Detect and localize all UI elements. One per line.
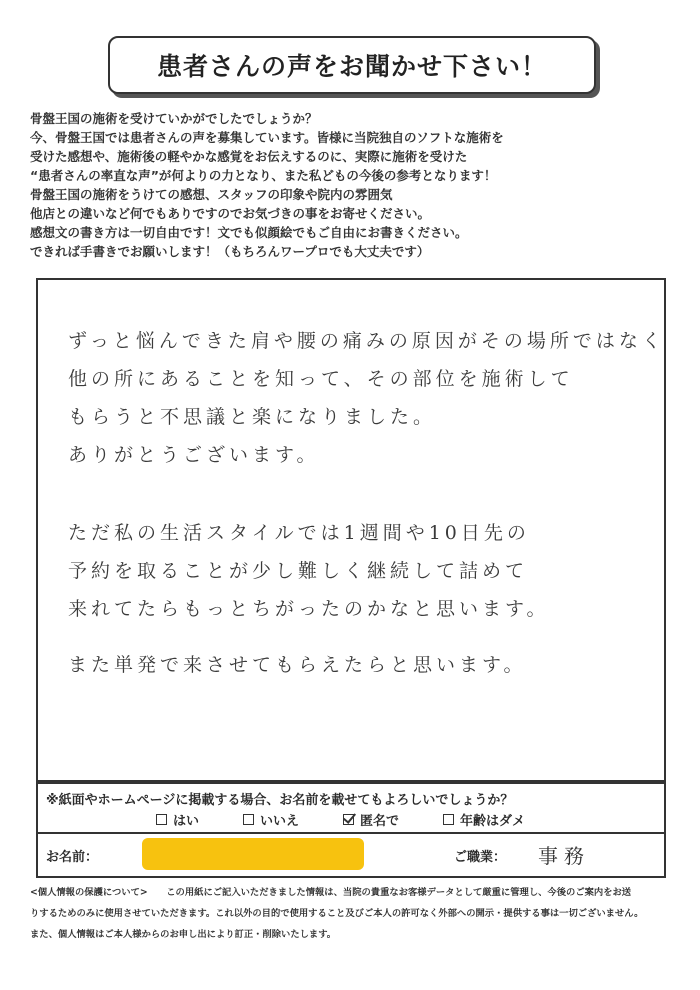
job-value: 事務 <box>538 844 590 868</box>
consent-option-yes[interactable] <box>156 810 199 829</box>
checkbox-icon[interactable] <box>443 814 454 825</box>
privacy-notice <box>30 882 680 945</box>
handwritten-line: もらうと不思議と楽になりました。 <box>68 406 437 428</box>
handwritten-line: 来れてたらもっとちがったのかなと思います。 <box>68 598 550 620</box>
intro-line: 受けた感想や、施術後の軽やかな感覚をお伝えするのに、実際に施術を受けた <box>30 149 468 164</box>
title-box <box>108 36 596 94</box>
handwritten-line: 他の所にあることを知って、その部位を施術して <box>68 368 574 390</box>
job-label: ご職業： <box>454 850 507 865</box>
privacy-line: りするためのみに使用させていただきます。これ以外の目的で使用すること及びご本人の許可なく外部への開示・提供する事は一切ございません。 <box>30 908 644 919</box>
handwritten-line: 予約を取ることが少し難しく継続して詰めて <box>68 560 529 582</box>
checkbox-icon[interactable] <box>156 814 167 825</box>
option-label: はい <box>173 814 200 829</box>
intro-line: できれば手書きでお願いします！（もちろんワープロでも大丈夫です） <box>30 244 430 259</box>
intro-text <box>30 109 680 261</box>
consent-box <box>36 782 666 834</box>
intro-line: 他店との違いなど何でもありですのでお気づきの事をお寄せください。 <box>30 206 431 221</box>
intro-line: 今、骨盤王国では患者さんの声を募集しています。皆様に当院独自のソフトな施術を <box>30 130 504 145</box>
option-label: 匿名で <box>360 814 400 829</box>
name-redaction <box>142 838 364 870</box>
consent-question: ※紙面やホームページに掲載する場合、お名前を載せてもよろしいでしょうか？ <box>46 793 514 808</box>
privacy-line: <個人情報の保護について> この用紙にご記入いただきました情報は、当院の貴重なお客様データとして厳重に管理し、今後のご案内をお送 <box>30 887 632 898</box>
name-job-box <box>36 832 666 878</box>
handwritten-line: また単発で来させてもらえたらと思います。 <box>68 654 527 676</box>
option-label: 年齢はダメ <box>460 814 526 829</box>
checkbox-icon[interactable] <box>243 814 254 825</box>
consent-option-anonymous[interactable] <box>343 810 399 829</box>
handwritten-line: ずっと悩んできた肩や腰の痛みの原因がその場所ではなく <box>68 330 665 352</box>
privacy-line: また、個人情報はご本人様からのお申し出により訂正・削除いたします。 <box>30 929 337 940</box>
checked-checkbox-icon[interactable] <box>343 814 354 825</box>
intro-line: 骨盤王国の施術を受けていかがでしたでしょうか？ <box>30 111 318 126</box>
name-label: お名前： <box>46 850 99 865</box>
intro-line: 骨盤王国の施術をうけての感想、スタッフの印象や院内の雰囲気 <box>30 187 393 202</box>
consent-options <box>156 810 525 829</box>
consent-option-no-age[interactable] <box>443 810 525 829</box>
option-label: いいえ <box>260 814 300 829</box>
intro-line: “患者さんの率直な声”が何よりの力となり、また私どもの今後の参考となります！ <box>30 168 497 183</box>
handwritten-comment <box>68 322 668 684</box>
handwritten-line: ただ私の生活スタイルでは1週間や10日先の <box>68 522 530 544</box>
intro-line: 感想文の書き方は一切自由です！文でも似顔絵でもご自由にお書きください。 <box>30 225 468 240</box>
consent-option-no[interactable] <box>243 810 299 829</box>
handwritten-line: ありがとうございます。 <box>68 444 320 466</box>
comment-box <box>36 278 666 782</box>
page-title: 患者さんの声をお聞かせ下さい！ <box>156 52 547 81</box>
